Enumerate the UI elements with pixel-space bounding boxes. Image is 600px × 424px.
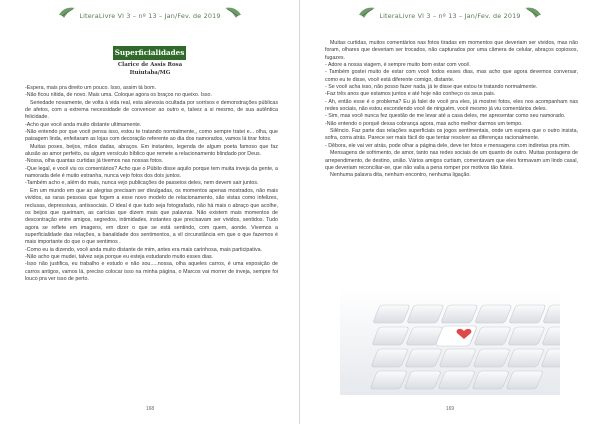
paragraph: -Não entendo o porquê dessa cobrança agora, mas acho melhor darmos um tempo.	[325, 120, 523, 127]
article-body-left	[25, 85, 278, 283]
paragraph: -Espera, mais pra direito um pouco. Isso, assim tá bom.	[25, 85, 157, 91]
paragraph: Silêncio. Faz parte das relações superficiais os jogos sentimentais, onde um espera que o outro insista, sofra, corra atrás. Parece ser mais fácil do que tentar resolver as diferenças racionalmente.	[325, 128, 578, 142]
header-title: LiteraLivre Vl 3 – nº 13 – Jan/Fev. de 2019	[379, 12, 521, 20]
page-number: 169	[445, 406, 455, 412]
paragraph: Seriedade novamente, de volta à vida real, esta alevosia ocultada por sorrisos e demonstrações públicas de afetos, com a extrema necessidade de convencer ao outro e, talvez a si mesmo, de sua autêntica felicidade.	[25, 99, 278, 121]
page-number: 168	[145, 406, 155, 412]
paragraph: Mensagens de sofrimento, de amor, tanto nas redes sociais de um quanto de outro. Muitas postagens de arrependimento, de destino, união. Vários amigos curtiam, comentavam que eles formavam um lindo casal, que deveriam reconciliar-se, que não valia a pena romper por motivos tão fúteis.	[325, 150, 578, 171]
paragraph: -Nossa, olha quantas curtidas já tivemos nas nossas fotos.	[25, 158, 164, 165]
paragraph: -Isso não justifica, eu trabalho e estudo e não sou.....nossa, olha aqueles carros, é uma exposição de carros antigos, vamos lá, preciso colocar isso na minha página, o Marcos vai morrer de inveja, sempre foi louco pra ver isso de perto.	[25, 261, 278, 282]
keyboard-heart-photo	[340, 287, 560, 395]
paragraph: -Que legal, e você viu os comentários? Acho que o Púbilo disse aquilo porque tem muita inveja da gente, a namorada dele é muito estranha, nunca vejo fotos dos dois juntos.	[25, 165, 278, 180]
article-title: Superficialidades	[114, 48, 185, 57]
author-block	[0, 62, 300, 77]
article-title-box	[113, 46, 186, 60]
paragraph: - Sim, mas você nunca fez questão de me levar até a casa deles, me apresentar como seu namorado.	[325, 113, 566, 120]
keyboard-illustration	[340, 287, 560, 395]
paragraph: - Dêbora, ele vai ver atrás, pode olhar a página dele, deve ter fotos e mensagens com indiretas pra mim.	[325, 142, 571, 149]
paragraph: Em um mundo em que as alegrias precisam ser divulgadas, os momentos apenas mostrados, não mais vividos, as raras pessoas que fogem a esse novo modelo de relacionamento, são vistas como infelizes, reclusas, depressivas, antissociais. O ideal é que tudo seja fotografado, não há mais o abraço que acolhe, os beijos que queimam, as carícias que dizem mais que palavras. Não existem mais momentos de descontração entre amigos, segredos, intimidades, instantes que precisavam ser vividos, sentidos. Tudo agora se reflete em imagens, em dizer o que se está sentindo, com quem, aonde. Vivemos a superficialidade das relações, a banalidade dos sentimentos, a vil circunstância em que o que fazemos é mais importante do que o que sentimos .	[25, 187, 278, 246]
author-location: Ituiutaba/MG	[129, 69, 171, 76]
paragraph: Muitas curtidas, muitos comentários nas fotos tiradas em momentos que deveriam ser vividos, mas não foram, olhares que deveriam ser trocados, não capturados por uma câmera de celular, abraços copiosos, fugazes.	[325, 40, 578, 61]
paragraph: -Faz três anos que estamos juntos e até hoje não conheço os seus pais.	[325, 91, 496, 98]
paragraph: -Não ficou nítida, de novo. Mais uma. Coloque agora os braços no queixo. Isso.	[25, 92, 212, 99]
paragraph: Muitas poses, beijos, mãos dadas, abraços. Em instantes, legenda de algum poeta famoso que faz alusão ao amor perfeito, ou algum versículo bíblico que remete a relacionamento blindado por Deus.	[25, 143, 278, 158]
header-title: LiteraLivre Vl 3 – nº 13 – Jan/Fev. de 2019	[79, 12, 221, 20]
paragraph: Nenhuma palavra dita, nenhum encontro, nenhuma ligação.	[330, 172, 471, 179]
paragraph: -Não entendo por que você pensa isso, estou te tratando normalmente,, como sempre tratei e... olha, que paisagem linda, enfeitaram as lojas com decoração referente ao dia dos namorados, vamos lá tirar fotos.	[25, 129, 278, 143]
right-page	[300, 0, 600, 424]
paragraph: - Também gostei muito de estar com você todos esses dias, mas acho que agora devemos conversar, como eu te disse, você está diferente comigo, distante.	[325, 69, 578, 83]
article-body-right	[325, 40, 578, 180]
paragraph: -Como eu ia dizendo, você anda muito distante de mim, antes era mais carinhosa, mais participativa.	[25, 246, 263, 253]
paragraph: -Também acho e, além do mais, nunca vejo publicações de passeios deles, nem devem sair juntos.	[25, 180, 259, 187]
page-header	[300, 6, 600, 28]
bird-feather-icon	[524, 6, 542, 20]
bird-feather-icon	[224, 6, 242, 20]
paragraph: - Se você acha isso, não posso fazer nada, já te disse que estou te tratando normalmente.	[325, 84, 538, 91]
paragraph: -Acho que você anda muito distante ultimamente.	[25, 121, 142, 128]
paragraph: - Ah, então esse é o problema? Eu já falei de você pra eles, já mostrei fotos, eles nos acompanham nas redes sociais, não estou escondendo você de ninguém, você mesmo já viu comentários deles.	[325, 98, 578, 113]
paragraph: -Não acho que mudei, talvez seja porque eu esteja estudando muito esses dias.	[25, 253, 214, 260]
page-header	[0, 6, 300, 28]
author-name: Clarice de Assis Rosa	[117, 62, 183, 68]
paragraph: - Adore a nossa viagem, é sempre muito bom estar com você.	[325, 62, 471, 69]
